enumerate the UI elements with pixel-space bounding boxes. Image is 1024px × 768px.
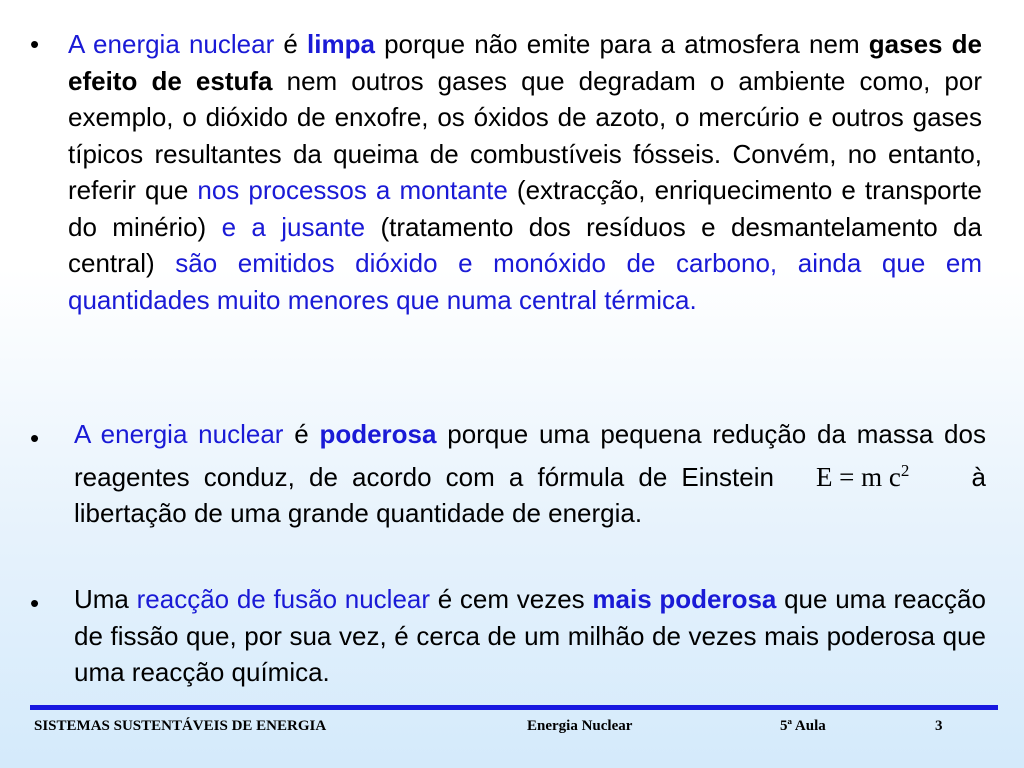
footer-topic: Energia Nuclear xyxy=(527,718,633,734)
term-fusao-nuclear: reacção de fusão nuclear xyxy=(136,584,431,614)
term-energia-nuclear: A energia nuclear xyxy=(68,29,275,59)
einstein-formula: E = m $c^2$ xyxy=(815,460,910,492)
footer-rule xyxy=(30,705,998,710)
term-mais-poderosa: mais poderosa xyxy=(592,584,777,614)
footer-lesson: 5ª Aula xyxy=(780,718,826,734)
term-limpa: limpa xyxy=(307,29,375,59)
paragraph-powerful-energy: A energia nuclear é poderosa porque uma pequena redução da massa dos reagentes conduz, de acordo com a fórmula de Einstein E = m $c^2$ à libertação de uma grande quantidade de energia. xyxy=(74,419,987,528)
term-processos-montante: nos processos a montante xyxy=(197,175,508,205)
term-emissions-note: são emitidos dióxido e monóxido de carbono, ainda que em quantidades muito menores que numa central térmica. xyxy=(68,248,982,315)
term-poderosa: poderosa xyxy=(319,419,437,449)
term-gases-efeito-estufa: gases de efeito de estufa xyxy=(68,29,982,96)
paragraph-clean-energy: A energia nuclear é limpa porque não emite para a atmosfera nem gases de efeito de estufa nem outros gases que degradam o ambiente como, por exemplo, o dióxido de enxofre, os óxidos de azoto, o mercúrio e outros gases típicos resultantes da queima de combustíveis fósseis. Convém, no entanto, referir que nos processos a montante (extracção, enriquecimento e transporte do minério) e a jusante (tratamento dos resíduos e desmantelamento da central) são emitidos dióxido e monóxido de carbono, ainda que em quantidades muito menores que numa central térmica. xyxy=(68,29,982,315)
footer-page-number: 3 xyxy=(935,718,943,734)
footer-course-title: SISTEMAS SUSTENTÁVEIS DE ENERGIA xyxy=(34,718,327,734)
term-a-jusante: e a jusante xyxy=(221,211,366,242)
paragraph-fusion: Uma reacção de fusão nuclear é cem vezes mais poderosa que uma reacção de fissão que, por sua vez, é cerca de um milhão de vezes mais poderosa que uma reacção química. xyxy=(74,584,986,687)
bullet-3-marker: • xyxy=(30,588,40,618)
bullet-2-marker: • xyxy=(30,423,40,453)
term-energia-nuclear-2: A energia nuclear xyxy=(74,419,284,449)
bullet-1-marker: • xyxy=(30,29,40,59)
